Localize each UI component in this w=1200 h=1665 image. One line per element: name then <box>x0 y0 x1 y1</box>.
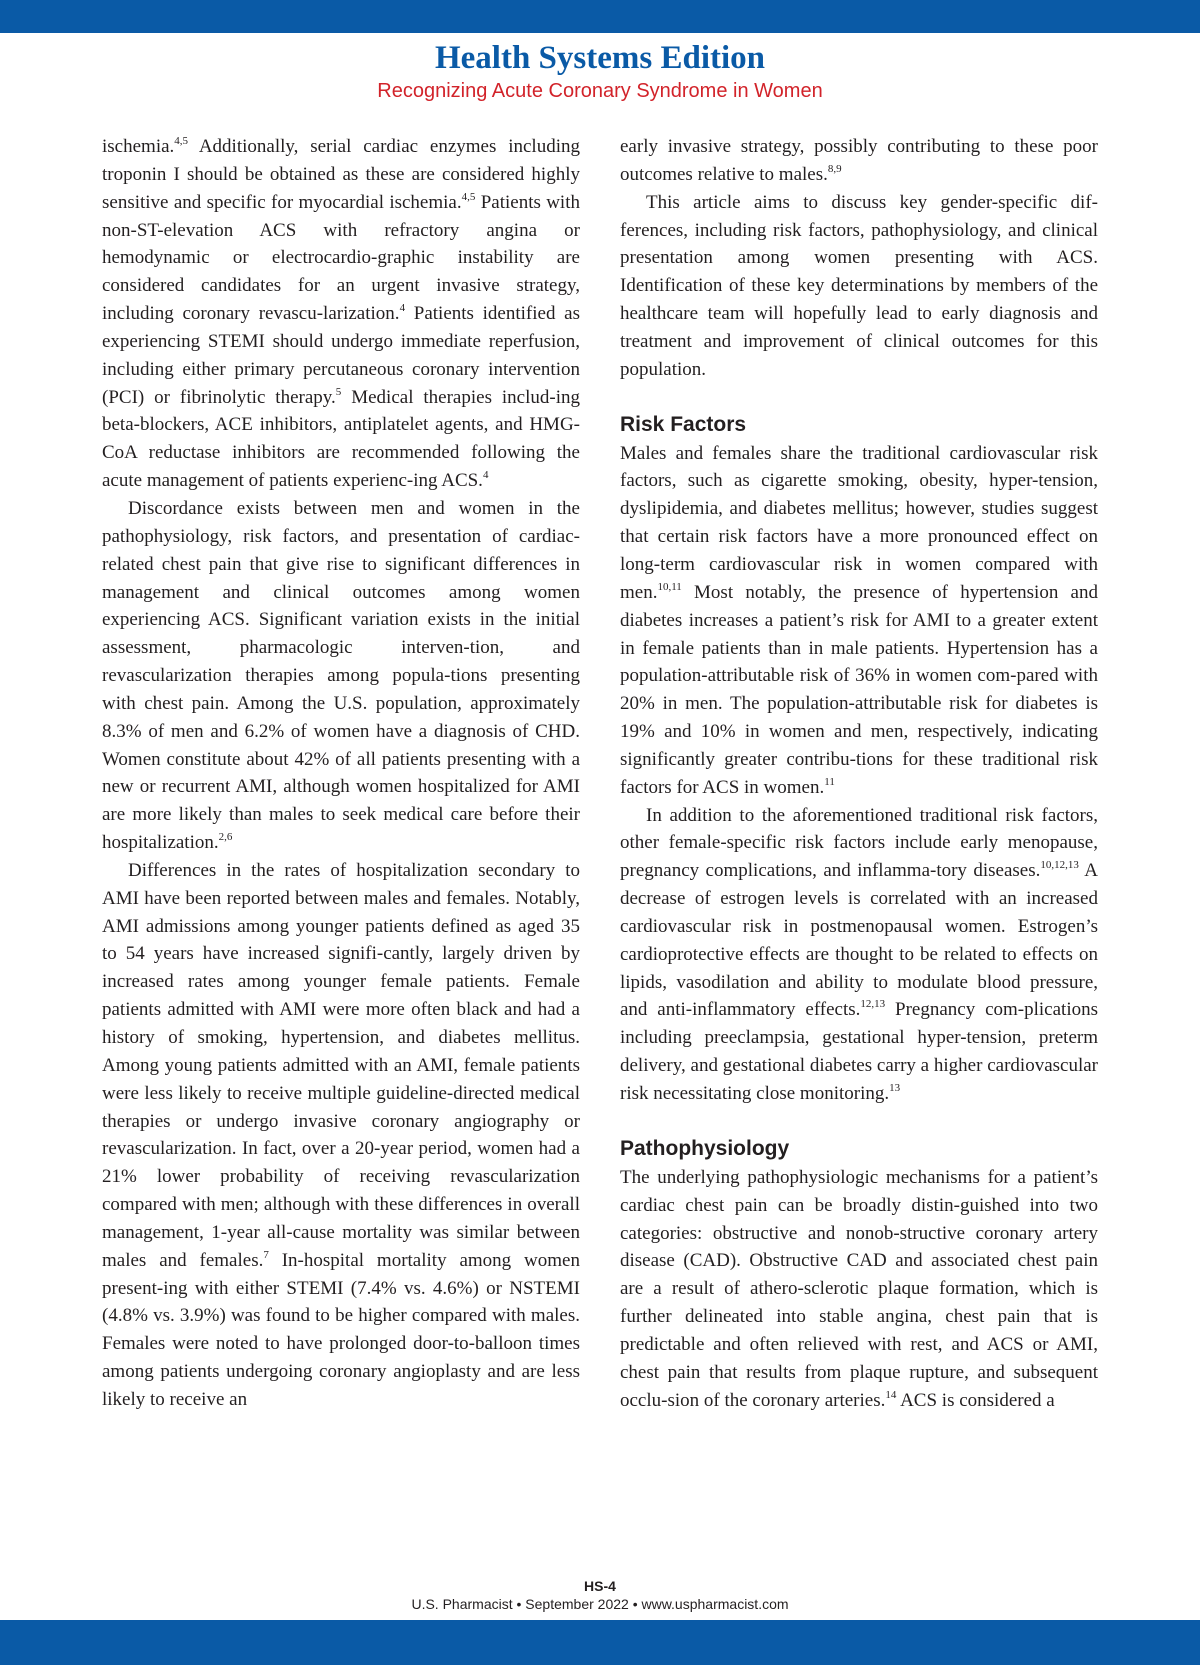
text-run: Patients identified as experiencing STEMI should undergo immediate reperfusion, including either primary percutaneous coronary intervention (PCI) or fibrinolytic therapy. <box>102 303 580 408</box>
text-run: Discordance exists between men and women in the pathophysiology, risk factors, and presentation of cardiac-related chest pain that give rise to significant differences in management and clinical outcomes among women experiencing ACS. Significant variation exists in the initial assessment, pharmacologic interven-tion, and revascularization therapies among popula-tions presenting with chest pain. Among the U.S. population, approximately 8.3% of men and 6.2% of women have a diagnosis of CHD. Women constitute about 42% of all patients presenting with a new or recurrent AMI, although women hospitalized for AMI are more likely than males to seek medical care before their hospitalization. <box>102 497 580 854</box>
paragraph <box>620 189 1098 384</box>
paragraph <box>620 133 1098 189</box>
text-run: Most notably, the presence of hypertension and diabetes increases a patient’s risk for AMI to a greater extent in female patients than in male patients. Hypertension has a population-attributable risk of 36% in women com-pared with 20% in men. The population-attributable risk for diabetes is 19% and 10% in women and men, respectively, indicating significantly greater contribu-tions for these traditional risk factors for ACS in women. <box>620 581 1098 798</box>
citation-superscript: 7 <box>263 1248 269 1261</box>
text-run: early invasive strategy, possibly contributing to these poor outcomes relative to males. <box>620 136 1098 185</box>
text-run: The underlying pathophysiologic mechanisms for a patient’s cardiac chest pain can be broadly distin-guished into two categories: obstructive and nonob-structive coronary artery disease (CAD). Obstructive CAD and associated chest pain are a result of athero-sclerotic plaque formation, which is further delineated into stable angina, chest pain that is predictable and often relieved with rest, and ACS or AMI, chest pain that results from plaque rupture, and subsequent occlu-sion of the coronary arteries. <box>620 1166 1098 1411</box>
top-color-bar <box>0 0 1200 33</box>
paragraph <box>620 802 1098 1108</box>
paragraph <box>102 857 580 1414</box>
citation-superscript: 14 <box>885 1388 897 1401</box>
paragraph <box>620 1164 1098 1415</box>
paragraph <box>620 440 1098 802</box>
text-run: In addition to the aforementioned traditional risk factors, other female-specific risk factors include early menopause, pregnancy complications, and inflamma-tory diseases. <box>620 804 1098 882</box>
paragraph <box>102 133 580 495</box>
citation-superscript: 13 <box>889 1082 901 1094</box>
bottom-color-bar <box>0 1620 1200 1665</box>
publication-info: U.S. Pharmacist • September 2022 • www.uspharmacist.com <box>411 1596 789 1612</box>
citation-superscript: 11 <box>824 775 835 788</box>
left-column <box>102 133 580 1414</box>
text-run: Differences in the rates of hospitalization secondary to AMI have been reported between males and females. Notably, AMI admissions among younger patients defined as aged 35 to 54 years have increased signifi-cantly, largely driven by increased rates among younger female patients. Female patients admitted with AMI were more often black and had a history of smoking, hypertension, and diabetes mellitus. Among young patients admitted with an AMI, female patients were less likely to receive multiple guideline-directed medical therapies or undergo invasive coronary angiography or revascularization. In fact, over a 20-year period, women had a 21% lower probability of receiving revascularization compared with men; although with these differences in overall management, 1-year all-cause mortality was similar between males and females. <box>102 859 580 1271</box>
citation-superscript: 5 <box>335 385 342 398</box>
citation-superscript: 12,13 <box>860 998 886 1011</box>
citation-superscript: 4 <box>482 469 489 482</box>
citation-superscript: 10,12,13 <box>1040 859 1079 872</box>
page-footer <box>0 1577 1200 1613</box>
text-run: ischemia. <box>102 136 175 157</box>
citation-superscript: 4,5 <box>461 190 476 203</box>
citation-superscript: 10,11 <box>657 580 682 593</box>
text-run: In-hospital mortality among women present-ing with either STEMI (7.4% vs. 4.6%) or NSTEMI (4.8% vs. 3.9%) was found to be higher compared with males. Females were noted to have prolonged door-to-balloon times among patients undergoing coronary angioplasty and are less likely to receive an <box>102 1249 580 1410</box>
text-run: Medical therapies includ-ing beta-blockers, ACE inhibitors, antiplatelet agents, and HMG-CoA reductase inhibitors are recommended following the acute management of patients experienc-ing ACS. <box>102 386 580 492</box>
page-number: HS-4 <box>584 1578 616 1594</box>
edition-title: Health Systems Edition <box>434 40 766 76</box>
citation-superscript: 8,9 <box>827 162 842 175</box>
text-run: This article aims to discuss key gender-specific dif-ferences, including risk factors, pathophysiology, and clinical presentation among women presenting with ACS. Identification of these key determinations by members of the healthcare team will hopefully lead to early diagnosis and treatment and improvement of clinical outcomes for this population. <box>620 191 1098 380</box>
right-column <box>620 133 1098 1414</box>
text-run: ACS is considered a <box>896 1389 1055 1411</box>
text-run: A decrease of estrogen levels is correlated with an increased cardiovascular risk in postmenopausal women. Estrogen’s cardioprotective effects are thought to be related to effects on lipids, vasodilation and ability to modulate blood pressure, and anti-inflammatory effects. <box>620 860 1098 1021</box>
text-run: Patients with non-ST-elevation ACS with refractory angina or hemodynamic or electrocardio-graphic instability are considered candidates for an urgent invasive strategy, including coronary revascu-larization. <box>102 191 580 325</box>
section-heading-pathophysiology: Pathophysiology <box>620 1136 790 1160</box>
page-header <box>0 38 1200 104</box>
text-run: Additionally, serial cardiac enzymes including troponin I should be obtained as these are considered highly sensitive and specific for myocardial ischemia. <box>102 136 580 213</box>
citation-superscript: 2,6 <box>218 831 233 844</box>
text-run: Males and females share the traditional cardiovascular risk factors, such as cigarette smoking, obesity, hyper-tension, dyslipidemia, and diabetes mellitus; however, studies suggest that certain risk factors have a more pronounced effect on long-term cardiovascular risk in women compared with men. <box>620 442 1098 603</box>
citation-superscript: 4,5 <box>174 135 189 147</box>
citation-superscript: 4 <box>399 302 406 315</box>
section-heading-risk-factors: Risk Factors <box>620 412 747 436</box>
article-subtitle: Recognizing Acute Coronary Syndrome in Women <box>377 80 823 102</box>
paragraph <box>102 495 580 857</box>
text-run: Pregnancy com-plications including preeclampsia, gestational hyper-tension, preterm delivery, and gestational diabetes carry a higher cardiovascular risk necessitating close monitoring. <box>620 999 1098 1104</box>
